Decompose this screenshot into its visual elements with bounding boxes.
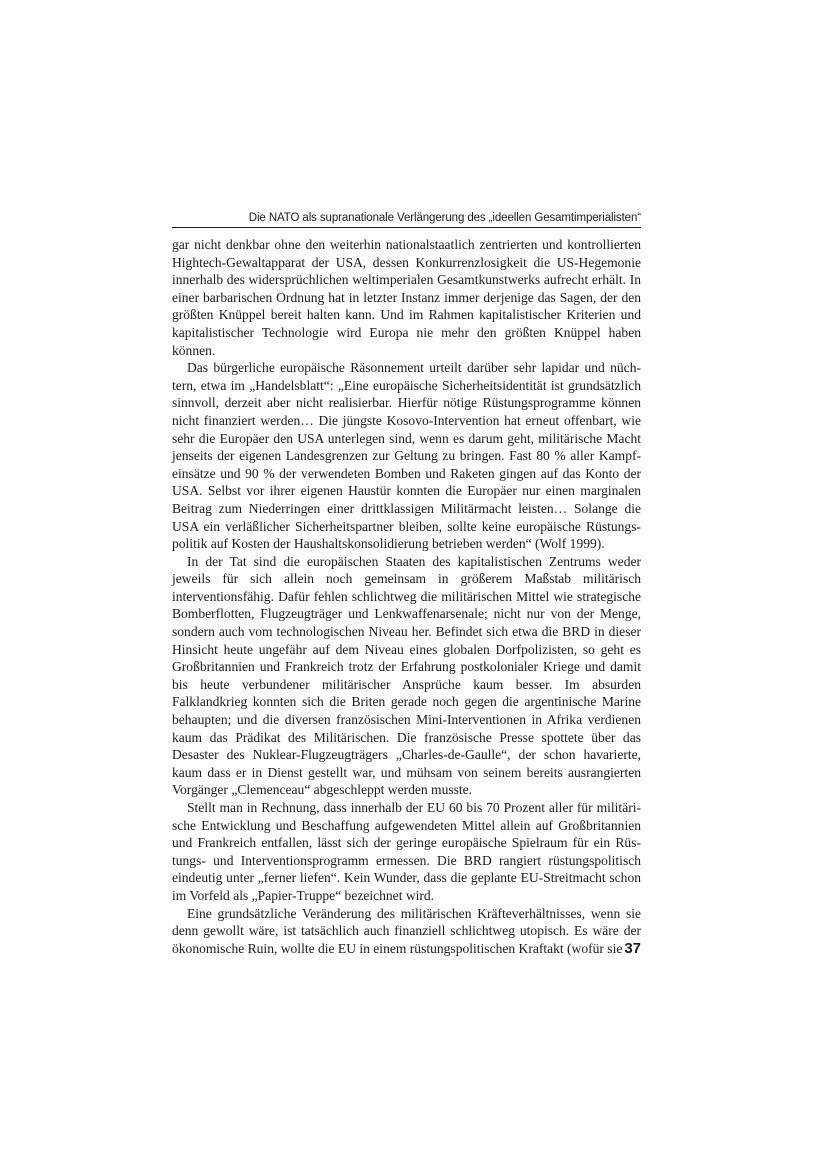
page-number: 37 [624, 940, 641, 957]
running-head: Die NATO als supranationale Verlängerung des „ideellen Gesamtimperialisten“ [172, 212, 641, 228]
paragraph-1: gar nicht denkbar ohne den weiterhin nationalstaatlich zentrierten und kontrollierten Hightech-Gewaltapparat der USA, dessen Konkurrenzlosigkeit die US-Hegemonie innerhalb des widersprüchlichen weltimperialen Gesamtkunstwerks aufrecht erhält. In einer barbarischen Ordnung hat in letzter Instanz immer derjenige das Sagen, der den größten Knüppel bereit halten kann. Und im Rahmen kapitalistischer Kriterien und kapitalistischer Technologie wird Europa nie mehr den größten Knüppel haben können. [172, 237, 641, 358]
page-content [172, 212, 641, 957]
paragraph-3: In der Tat sind die europäischen Staaten des kapitalistischen Zentrums weder jeweils für sich allein noch gemeinsam in größerem Maßstab militärisch interventionsfähig. Dafür fehlen schlichtweg die militärischen Mittel wie strategische Bomberflotten, Flugzeugträger und Lenkwaffenarsenale; nicht nur von der Menge, sondern auch vom technologischen Niveau her. Befindet sich etwa die BRD in dieser Hinsicht heute ungefähr auf dem Niveau eines globalen Dorfpolizisten, so geht es Großbritannien und Frankreich trotz der Erfahrung postkolonialer Kriege und damit bis heute verbundener militärischer Ansprüche kaum besser. Im absurden Falklandkrieg konnten sich die Briten gerade noch gegen die argentinische Marine behaupten; und die diversen französischen Mini-Interventionen in Afrika verdienen kaum das Prädikat des Militärischen. Die französische Presse spottete über das Desaster des Nuklear-Flugzeugträgers „Charles-de-Gaulle“, der schon havarierte, kaum dass er in Dienst gestellt war, und mühsam von seinem bereits ausrangierten Vorgänger „Clemenceau“ abgeschleppt werden musste. [172, 553, 641, 798]
paragraph-4: Stellt man in Rechnung, dass innerhalb der EU 60 bis 70 Prozent aller für militärische Entwicklung und Beschaffung aufgewendeten Mittel allein auf Großbritannien und Frankreich entfallen, lässt sich der geringe europäische Spielraum für ein Rüstungs- und Interventionsprogramm ermessen. Die BRD rangiert rüstungspolitisch eindeutig unter „ferner liefen“. Kein Wunder, dass die geplante EU-Streitmacht schon im Vorfeld als „Papier-Truppe“ bezeichnet wird. [172, 800, 641, 903]
body-text [172, 236, 641, 957]
paragraph-5: Eine grundsätzliche Veränderung des militärischen Kräfteverhältnisses, wenn sie denn gewollt wäre, ist tatsächlich auch finanziell schlichtweg utopisch. Es wäre der ökonomische Ruin, wollte die EU in einem rüstungspolitischen Kraftakt (wofür sie [172, 905, 641, 956]
paragraph-2: Das bürgerliche europäische Räsonnement urteilt darüber sehr lapidar und nüchtern, etwa im „Handelsblatt“: „Eine europäische Sicherheitsidentität ist grundsätzlich sinnvoll, derzeit aber nicht realisierbar. Hierfür nötige Rüstungsprogramme können nicht finanziert werden… Die jüngste Kosovo-Intervention hat erneut offenbart, wie sehr die Europäer den USA unterlegen sind, wenn es darum geht, militärische Macht jenseits der eigenen Landesgrenzen zur Geltung zu bringen. Fast 80 % aller Kampfeinsätze und 90 % der verwendeten Bomben und Raketen gingen auf das Konto der USA. Selbst vor ihrer eigenen Haustür konnten die Europäer nur einen marginalen Beitrag zum Niederringen einer drittklassigen Militärmacht leisten… Solange die USA ein verläßlicher Sicherheitspartner bleiben, sollte keine europäische Rüstungspolitik auf Kosten der Haushaltskonsolidierung betrieben werden“ (Wolf 1999). [172, 360, 641, 552]
